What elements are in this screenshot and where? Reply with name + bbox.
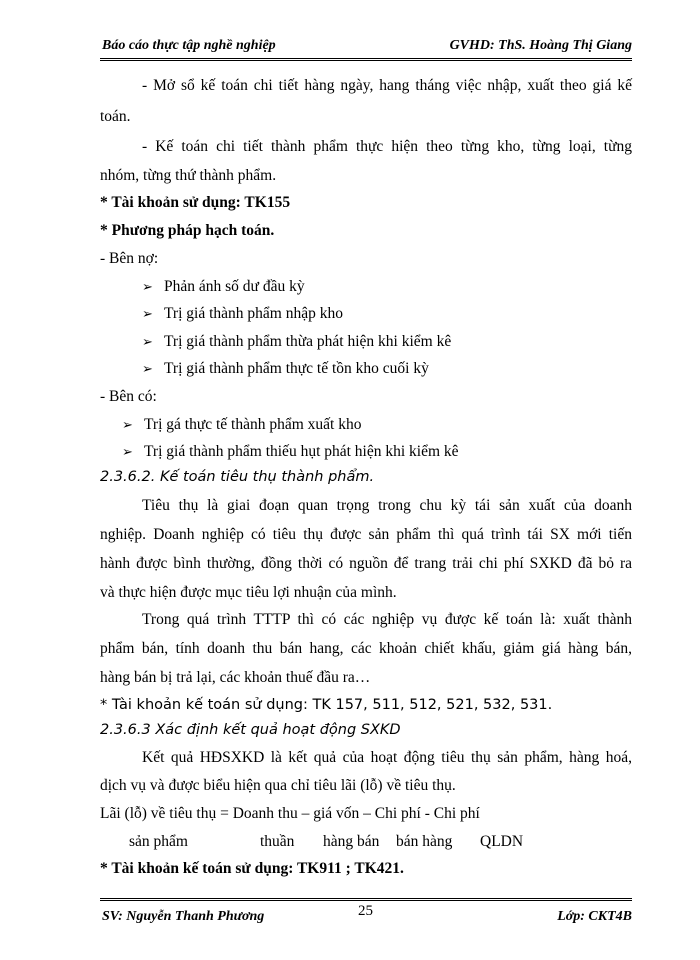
paragraph-line: Tiêu thụ là giai đoạn quan trọng trong chu kỳ tái sản xuất của doanh bbox=[142, 497, 632, 514]
paragraph-line: toán. bbox=[100, 108, 131, 125]
header-report-title: Báo cáo thực tập nghề nghiệp bbox=[102, 38, 276, 53]
paragraph-line: Kết quả HĐSXKD là kết quả của hoạt động tiêu thụ sản phẩm, hàng hoá, bbox=[142, 749, 632, 766]
credit-item bbox=[122, 416, 361, 434]
paragraph-line: phẩm bán, tính doanh thu bán hang, các khoản chiết khấu, giảm giá hàng bán, bbox=[100, 640, 632, 657]
footer-class: Lớp: CKT4B bbox=[557, 909, 632, 924]
page-footer bbox=[100, 898, 632, 931]
paragraph-line: Trong quá trình TTTP thì có các nghiệp vụ được kế toán là: xuất thành bbox=[142, 611, 632, 628]
paragraph-line: dịch vụ và được biểu hiện qua chỉ tiêu lãi (lỗ) về tiêu thụ. bbox=[100, 777, 456, 794]
method-heading: * Phương pháp hạch toán. bbox=[100, 222, 275, 239]
formula-term: bán hàng bbox=[396, 833, 453, 850]
debit-item bbox=[142, 333, 451, 351]
page-number: 25 bbox=[358, 903, 373, 919]
paragraph-line: hành được bình thường, đồng thời có nguồn để trang trải chi phí SXKD đã bỏ ra bbox=[100, 555, 632, 572]
header-supervisor: GVHD: ThS. Hoàng Thị Giang bbox=[449, 38, 632, 53]
credit-item bbox=[122, 443, 459, 461]
formula-term: thuần bbox=[260, 833, 295, 850]
debit-item-text: Trị giá thành phẩm thực tế tồn kho cuối kỳ bbox=[164, 360, 429, 377]
paragraph-line: nhóm, từng thứ thành phẩm. bbox=[100, 167, 277, 184]
debit-item bbox=[142, 305, 343, 323]
section-heading: 2.3.6.3 Xác định kết quả hoạt động SXKD bbox=[100, 722, 401, 738]
arrow-bullet-icon: ➢ bbox=[142, 306, 153, 321]
paragraph-line: hàng bán bị trả lại, các khoản thuế đầu ra… bbox=[100, 669, 371, 686]
formula-term: hàng bán bbox=[323, 833, 380, 850]
credit-label: - Bên có: bbox=[100, 388, 157, 405]
arrow-bullet-icon: ➢ bbox=[142, 361, 153, 376]
paragraph-line: - Kế toán chi tiết thành phẩm thực hiện theo từng kho, từng loại, từng bbox=[142, 138, 632, 155]
account-list: * Tài khoản kế toán sử dụng: TK 157, 511, 512, 521, 532, 531. bbox=[100, 697, 553, 713]
formula-line: Lãi (lỗ) về tiêu thụ = Doanh thu – giá vốn – Chi phí - Chi phí bbox=[100, 805, 480, 822]
credit-item-text: Trị giá thành phẩm thiếu hụt phát hiện khi kiểm kê bbox=[144, 443, 459, 460]
account-used-heading: * Tài khoản sử dụng: TK155 bbox=[100, 194, 291, 211]
debit-item bbox=[142, 360, 429, 378]
debit-item-text: Trị giá thành phẩm thừa phát hiện khi kiểm kê bbox=[164, 333, 452, 350]
formula-term: sản phẩm bbox=[129, 833, 188, 850]
section-heading: 2.3.6.2. Kế toán tiêu thụ thành phẩm. bbox=[100, 469, 375, 485]
account-final-heading: * Tài khoản kế toán sử dụng: TK911 ; TK421. bbox=[100, 860, 404, 877]
debit-item bbox=[142, 278, 305, 296]
arrow-bullet-icon: ➢ bbox=[122, 417, 133, 432]
debit-item-text: Phản ánh số dư đầu kỳ bbox=[164, 278, 305, 295]
debit-label: - Bên nợ: bbox=[100, 250, 159, 267]
paragraph-line: nghiệp. Doanh nghiệp có tiêu thụ được sản phẩm thì quá trình tái SX mới tiến bbox=[100, 526, 632, 543]
paragraph-line: - Mở sổ kế toán chi tiết hàng ngày, hang tháng việc nhập, xuất theo giá kế bbox=[142, 77, 632, 94]
footer-student: SV: Nguyễn Thanh Phương bbox=[102, 909, 265, 924]
arrow-bullet-icon: ➢ bbox=[142, 334, 153, 349]
credit-item-text: Trị gá thực tế thành phẩm xuất kho bbox=[144, 416, 362, 433]
page-header bbox=[100, 36, 632, 61]
arrow-bullet-icon: ➢ bbox=[142, 279, 153, 294]
formula-term: QLDN bbox=[480, 833, 524, 850]
paragraph-line: và thực hiện được mục tiêu lợi nhuận của mình. bbox=[100, 584, 397, 601]
debit-item-text: Trị giá thành phẩm nhập kho bbox=[164, 305, 343, 322]
arrow-bullet-icon: ➢ bbox=[122, 444, 133, 459]
